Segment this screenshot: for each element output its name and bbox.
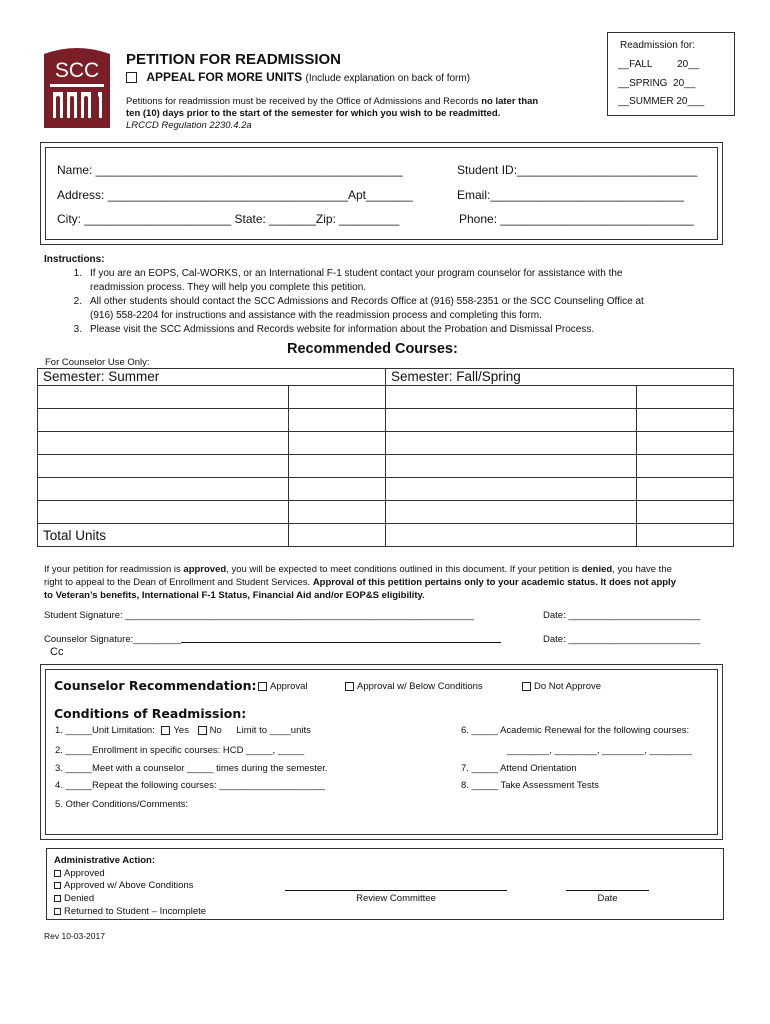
total-units-label: Total Units bbox=[38, 524, 289, 547]
admin-date-label: Date bbox=[597, 893, 618, 904]
fall-course-cell[interactable] bbox=[386, 432, 637, 455]
instruction-item bbox=[44, 323, 734, 337]
counselor-signature-line bbox=[181, 642, 501, 643]
readmission-box bbox=[607, 32, 735, 116]
fall-total-cell[interactable] bbox=[637, 524, 734, 547]
summer-course-cell[interactable] bbox=[38, 478, 289, 501]
admin-option-label: Denied bbox=[64, 893, 95, 905]
readmission-title: Readmission for: bbox=[620, 40, 696, 51]
summer-header: Semester: Summer bbox=[38, 369, 386, 386]
instruction-text: All other students should contact the SCC Admissions and Records Office at (916) 558-2351 or the SCC Counseling Office at bbox=[90, 296, 644, 307]
approval-disclaimer: to Veteran’s benefits, International F-1 Status, Financial Aid and/or EOP&S eligibility. bbox=[44, 590, 425, 601]
review-committee-label: Review Committee bbox=[356, 893, 436, 904]
counselor-signature-label: Counselor Signature:_________ bbox=[44, 634, 181, 645]
admin-option-label: Approved bbox=[64, 867, 105, 879]
table-row bbox=[38, 432, 734, 455]
approval-checkbox[interactable] bbox=[258, 682, 267, 691]
notice-deadline-detail: ten (10) days prior to the start of the semester for which you wish to be readmitted. bbox=[126, 108, 501, 119]
summer-course-cell[interactable] bbox=[38, 409, 289, 432]
not-approve-label: Do Not Approve bbox=[534, 681, 602, 692]
fall-course-cell[interactable] bbox=[386, 501, 637, 524]
condition-6-courses[interactable]: ________, ________, ________, ________ bbox=[507, 745, 692, 756]
page-title: PETITION FOR READMISSION bbox=[126, 51, 342, 68]
fall-units-cell[interactable] bbox=[637, 455, 734, 478]
table-header-row bbox=[38, 369, 734, 386]
fall-units-cell[interactable] bbox=[637, 478, 734, 501]
fall-course-cell[interactable] bbox=[386, 478, 637, 501]
not-approve-option[interactable] bbox=[522, 681, 601, 692]
fall-course-cell[interactable] bbox=[386, 455, 637, 478]
summer-course-cell[interactable] bbox=[38, 501, 289, 524]
condition-1-text: 1. _____Unit Limitation: bbox=[55, 725, 155, 736]
summer-units-cell[interactable] bbox=[289, 386, 386, 409]
no-checkbox[interactable] bbox=[198, 726, 207, 735]
summer-course-cell[interactable] bbox=[38, 386, 289, 409]
checkbox[interactable] bbox=[54, 882, 61, 889]
fall-units-cell[interactable] bbox=[637, 432, 734, 455]
scc-logo bbox=[44, 46, 110, 128]
table-row bbox=[38, 455, 734, 478]
approval-option[interactable] bbox=[258, 681, 308, 692]
approval-text: If your petition for readmission is bbox=[44, 564, 184, 575]
admin-option-denied[interactable] bbox=[54, 893, 206, 906]
summer-units-cell[interactable] bbox=[289, 478, 386, 501]
instruction-text: If you are an EOPS, Cal-WORKS, or an International F-1 student contact your program counselor for assistance with the bbox=[90, 268, 623, 279]
instruction-item bbox=[44, 295, 734, 323]
approval-below-label: Approval w/ Below Conditions bbox=[357, 681, 483, 692]
instruction-number: 1. bbox=[73, 268, 82, 279]
readmission-fall[interactable]: __FALL 20__ bbox=[618, 59, 700, 70]
student-id-field[interactable]: Student ID:___________________________ bbox=[457, 163, 698, 177]
fall-units-cell[interactable] bbox=[637, 386, 734, 409]
appeal-row bbox=[126, 70, 470, 84]
unit-limit-text: Limit to ____units bbox=[236, 725, 311, 736]
student-signature[interactable]: Student Signature: __________________________________________________________________ bbox=[44, 610, 475, 621]
instructions-heading: Instructions: bbox=[44, 254, 105, 265]
regulation: LRCCD Regulation 2230.4.2a bbox=[126, 120, 252, 131]
instruction-text: readmission process. They will help you complete this petition. bbox=[90, 282, 367, 293]
admin-option-returned[interactable] bbox=[54, 906, 206, 919]
table-row bbox=[38, 501, 734, 524]
table-row bbox=[38, 478, 734, 501]
table-row bbox=[38, 409, 734, 432]
instruction-number: 3. bbox=[73, 324, 82, 335]
revision-label: Rev 10-03-2017 bbox=[44, 931, 105, 941]
student-signature-date[interactable]: Date: _________________________ bbox=[543, 610, 701, 621]
email-field[interactable]: Email:_____________________________ bbox=[457, 188, 684, 202]
appeal-note: (Include explanation on back of form) bbox=[305, 73, 471, 84]
table-row bbox=[38, 386, 734, 409]
fall-total-label-cell bbox=[386, 524, 637, 547]
checkbox[interactable] bbox=[54, 908, 61, 915]
admin-action-heading: Administrative Action: bbox=[54, 855, 155, 866]
approval-text: , you will be expected to meet conditions outlined in this document. If your petition is bbox=[226, 564, 582, 575]
admin-option-label: Returned to Student – Incomplete bbox=[64, 905, 207, 917]
appeal-checkbox[interactable] bbox=[126, 72, 137, 83]
summer-total-cell[interactable] bbox=[289, 524, 386, 547]
instruction-text: Please visit the SCC Admissions and Records website for information about the Probation and Dismissal Process. bbox=[90, 324, 595, 335]
notice bbox=[126, 96, 586, 132]
fall-course-cell[interactable] bbox=[386, 386, 637, 409]
admin-date-line[interactable] bbox=[566, 890, 649, 891]
condition-2[interactable]: 2. _____Enrollment in specific courses: HCD _____, _____ bbox=[55, 745, 305, 756]
instruction-item bbox=[44, 267, 734, 295]
courses-heading: Recommended Courses: bbox=[287, 341, 458, 357]
city-field[interactable]: City: ______________________ State: _______Zip: _________ bbox=[57, 212, 400, 226]
yes-label: Yes bbox=[173, 725, 189, 736]
cc-label: Cc bbox=[50, 646, 64, 658]
approval-word: approved bbox=[183, 564, 227, 575]
no-label: No bbox=[209, 725, 222, 736]
counselor-signature-date[interactable]: Date: _________________________ bbox=[543, 634, 701, 645]
scc-logo-graphic bbox=[44, 46, 110, 128]
condition-3[interactable]: 3. _____Meet with a counselor _____ times during the semester. bbox=[55, 763, 328, 774]
phone-field[interactable]: Phone: _____________________________ bbox=[459, 212, 694, 226]
summer-course-cell[interactable] bbox=[38, 455, 289, 478]
approval-below-option[interactable] bbox=[345, 681, 483, 692]
fall-spring-header: Semester: Fall/Spring bbox=[386, 369, 734, 386]
student-info-outer bbox=[40, 142, 723, 245]
checkbox[interactable] bbox=[54, 895, 61, 902]
review-committee-line[interactable] bbox=[285, 890, 507, 891]
readmission-spring[interactable]: __SPRING 20__ bbox=[618, 78, 696, 89]
admin-option-approved-conditions[interactable] bbox=[54, 880, 206, 893]
approval-option-label: Approval bbox=[270, 681, 308, 692]
condition-4[interactable]: 4. _____Repeat the following courses: ____________________ bbox=[55, 780, 325, 791]
instruction-text: (916) 558-2204 for instructions and assistance with the readmission process and completing this form. bbox=[90, 310, 542, 321]
readmission-summer[interactable]: __SUMMER 20___ bbox=[618, 96, 705, 107]
instruction-number: 2. bbox=[73, 296, 82, 307]
summer-course-cell[interactable] bbox=[38, 432, 289, 455]
recommendation-heading: Counselor Recommendation: bbox=[54, 678, 257, 693]
fall-units-cell[interactable] bbox=[637, 409, 734, 432]
appeal-label: APPEAL FOR MORE UNITS bbox=[146, 70, 303, 84]
counselor-use-label: For Counselor Use Only: bbox=[45, 357, 150, 368]
notice-deadline: no later than bbox=[481, 96, 539, 107]
approval-text: right to appeal to the Dean of Enrollment and Student Services. bbox=[44, 577, 313, 588]
condition-1[interactable] bbox=[55, 725, 311, 736]
total-row bbox=[38, 524, 734, 547]
approval-disclaimer: Approval of this petition pertains only to your academic status. It does not apply bbox=[312, 577, 676, 588]
conditions-heading: Conditions of Readmission: bbox=[54, 706, 247, 721]
summer-units-cell[interactable] bbox=[289, 409, 386, 432]
condition-6[interactable]: 6. _____ Academic Renewal for the following courses: bbox=[461, 725, 690, 736]
address-field[interactable]: Address: ____________________________________Apt_______ bbox=[57, 188, 413, 202]
approval-paragraph bbox=[44, 563, 734, 602]
name-field[interactable]: Name: ______________________________________________ bbox=[57, 163, 403, 177]
admin-option-approved[interactable] bbox=[54, 868, 206, 881]
admin-option-label: Approved w/ Above Conditions bbox=[64, 880, 194, 892]
condition-7[interactable]: 7. _____ Attend Orientation bbox=[461, 763, 577, 774]
counselor-signature[interactable] bbox=[44, 634, 501, 645]
yes-checkbox[interactable] bbox=[161, 726, 170, 735]
instructions bbox=[44, 253, 734, 337]
approval-text: , you have the bbox=[612, 564, 672, 575]
admin-action-box bbox=[46, 848, 724, 920]
summer-units-cell[interactable] bbox=[289, 501, 386, 524]
summer-units-cell[interactable] bbox=[289, 455, 386, 478]
logo-text: SCC bbox=[54, 59, 100, 82]
admin-action-list bbox=[54, 855, 206, 919]
condition-8[interactable]: 8. _____ Take Assessment Tests bbox=[461, 780, 600, 791]
approval-below-checkbox[interactable] bbox=[345, 682, 354, 691]
fall-course-cell[interactable] bbox=[386, 409, 637, 432]
condition-5[interactable]: 5. Other Conditions/Comments: bbox=[55, 799, 189, 810]
courses-table bbox=[37, 368, 734, 547]
notice-text: Petitions for readmission must be received by the Office of Admissions and Records bbox=[126, 96, 482, 107]
checkbox[interactable] bbox=[54, 870, 61, 877]
denied-word: denied bbox=[581, 564, 613, 575]
not-approve-checkbox[interactable] bbox=[522, 682, 531, 691]
fall-units-cell[interactable] bbox=[637, 501, 734, 524]
summer-units-cell[interactable] bbox=[289, 432, 386, 455]
